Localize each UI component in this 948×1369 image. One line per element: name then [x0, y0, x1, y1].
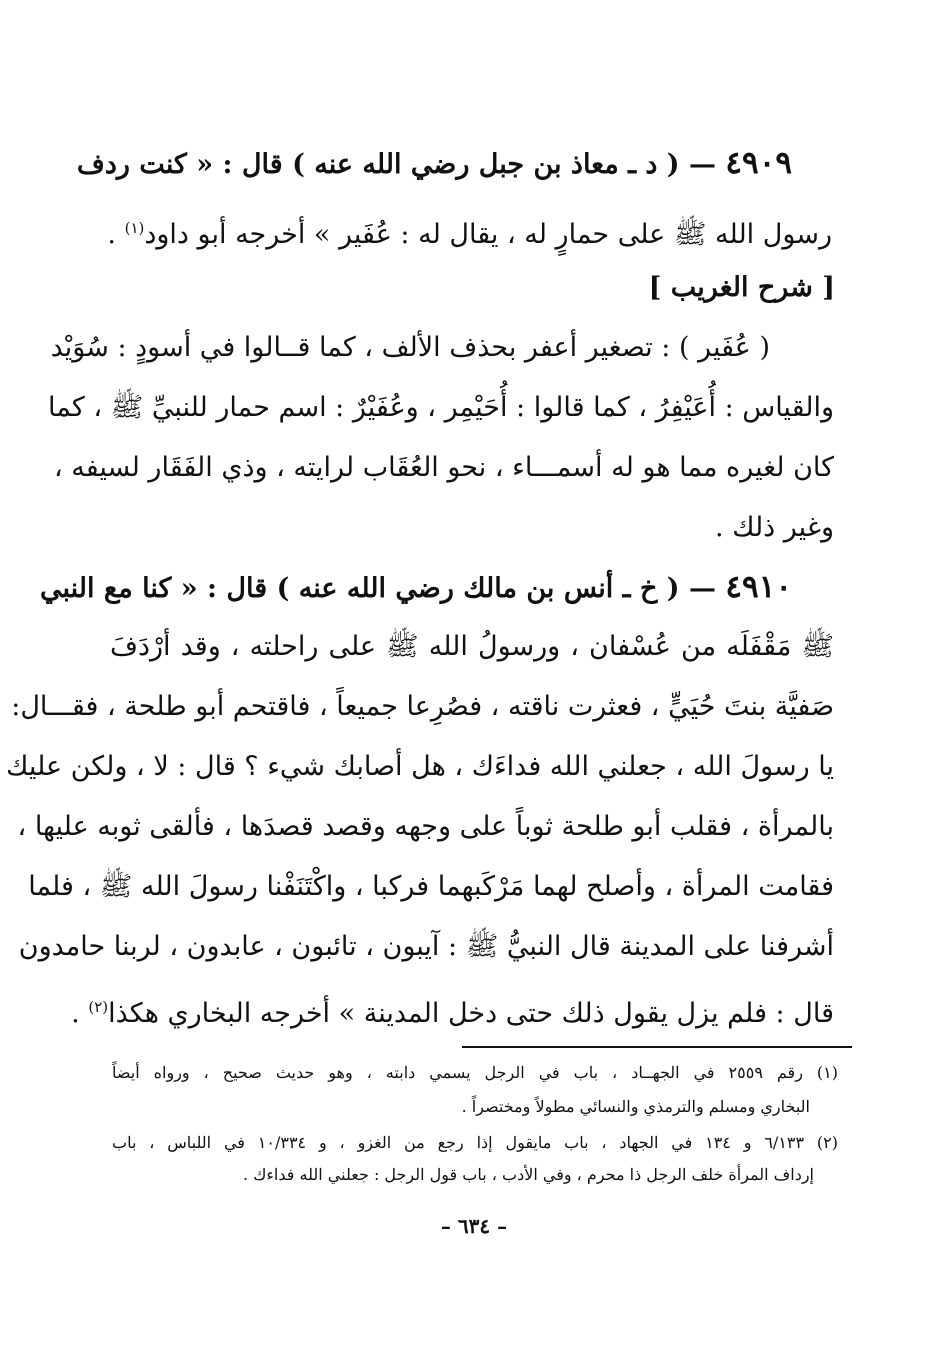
footnote-ref-2[interactable]: (٢) — [88, 998, 109, 1016]
gharib-line-3: كان لغيره مما هو له أسمـــاء ، نحو العُقَاب لرايته ، وذي الفَقَار لسيفه ، — [53, 452, 834, 483]
footnote-1-line-2: البخاري ومسلم والترمذي والنسائي مطولاً ومختصراً . — [461, 1097, 810, 1116]
gharib-line-1: ( عُفَير ) : تصغير أعفر بحذف الألف ، كما قــالوا في أسودٍ : سُوَيْد — [50, 332, 770, 363]
hadith-4910-line-7: أشرفنا على المدينة قال النبيُّ ﷺ : آيبون ، تائبون ، عابدون ، لربنا حامدون — [18, 931, 834, 962]
hadith-4910-final: قال : فلم يزل يقول ذلك حتى دخل المدينة » أخرجه البخاري هكذا — [108, 998, 834, 1029]
hadith-4910-line-3: صَفيَّة بنتَ حُيَيٍّ ، فعثرت ناقته ، فصُرِعا جميعاً ، فاقتحم أبو طلحة ، فقـــال: — [11, 691, 834, 722]
footnote-separator — [462, 1046, 852, 1048]
sentence-end: . — [107, 219, 116, 250]
hadith-4909-line-1 — [76, 143, 792, 185]
gharib-heading: [ شرح الغريب ] — [648, 272, 835, 303]
hadith-4910-opening: — ( خ ـ أنس بن مالك رضي الله عنه ) قال : « كنا مع النبي — [39, 573, 716, 604]
footnote-1-line-1: (١) رقم ٢٥٥٩ في الجهــاد ، باب في الرجل يسمي دابته ، وهو حديث صحيح ، ورواه أيضاً — [112, 1063, 839, 1082]
hadith-number-4910: ٤٩١٠ — [725, 569, 792, 605]
gharib-line-2: والقياس : أُعَيْفِرُ ، كما قالوا : أُحَيْمِر ، وعُفَيْرٌ : اسم حمار للنبيِّ ﷺ ، كما — [48, 392, 834, 423]
hadith-4909-text: رسول الله ﷺ على حمارٍ له ، يقال له : عُفَير » أخرجه أبو داود — [144, 219, 832, 250]
hadith-4909-line-2 — [107, 208, 832, 255]
gharib-line-4: وغير ذلك . — [715, 512, 834, 543]
sentence-end: . — [71, 998, 80, 1029]
hadith-4910-line-2: ﷺ مَقْفَلَه من عُسْفان ، ورسولُ الله ﷺ على راحلته ، وقد أرْدَفَ — [110, 631, 834, 662]
hadith-4910-line-6: فقامت المرأة ، وأصلح لهما مَرْكَبهما فركبا ، واكْتَنَفْنا رسولَ الله ﷺ ، فلما — [28, 871, 834, 902]
hadith-4910-line-5: بالمرأة ، فقلب أبو طلحة ثوباً على وجهه وقصد قصدَها ، فألقى ثوبه عليها ، — [17, 811, 834, 842]
page-number: – ٦٣٤ – — [440, 1214, 508, 1238]
hadith-4910-line-4: يا رسولَ الله ، جعلني الله فداءَك ، هل أصابك شيء ؟ قال : لا ، ولكن عليك — [6, 751, 834, 782]
footnote-2-line-2: إرداف المرأة خلف الرجل ذا محرم ، وفي الأدب ، باب قول الرجل : جعلني الله فداءك . — [243, 1165, 814, 1184]
hadith-number-4909: ٤٩٠٩ — [725, 145, 792, 181]
footnote-ref-1[interactable]: (١) — [124, 219, 145, 237]
hadith-4909-opening: — ( د ـ معاذ بن جبل رضي الله عنه ) قال : « كنت ردف — [76, 149, 716, 180]
hadith-4910-line-1 — [39, 567, 792, 609]
hadith-4910-line-8 — [71, 987, 834, 1034]
footnote-2-line-1: (٢) ٦/١٣٣ و ١٣٤ في الجهاد ، باب مايقول إذا رجع من الغزو ، و ١٠/٣٣٤ في اللباس ، باب — [112, 1133, 839, 1152]
